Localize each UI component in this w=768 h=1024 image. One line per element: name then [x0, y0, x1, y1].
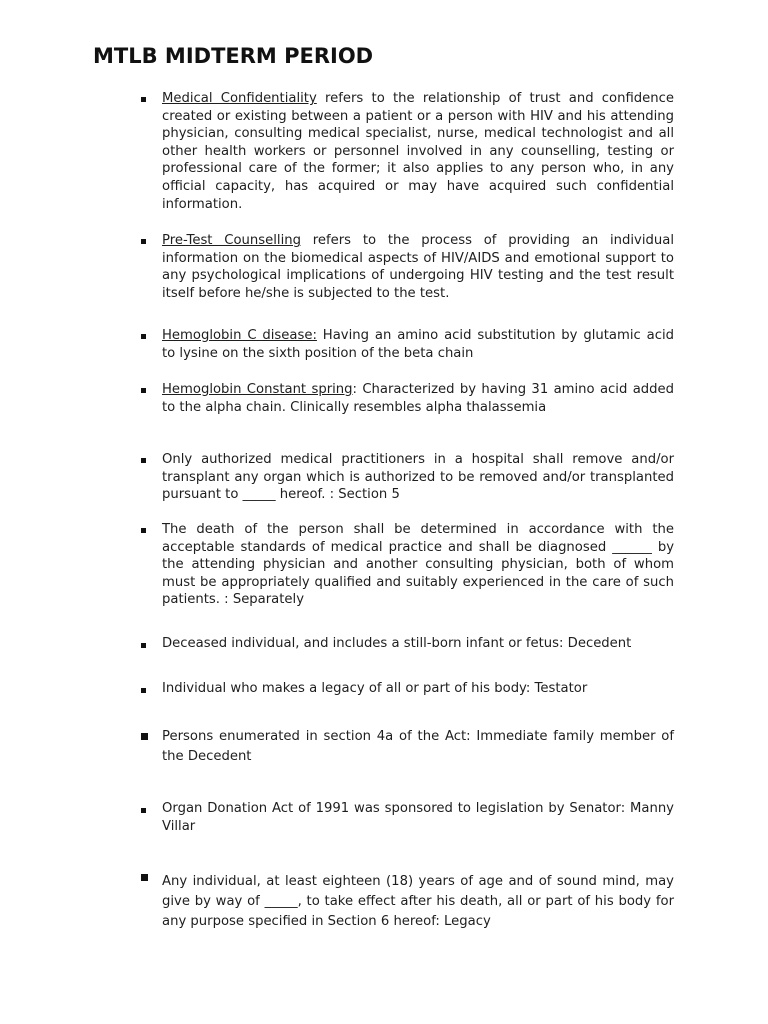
- list-item: [162, 90, 674, 213]
- list-item: [162, 727, 674, 767]
- bullet-icon: [141, 528, 146, 533]
- item-text: Persons enumerated in section 4a of the Act: Immediate family member of the Decedent: [162, 729, 674, 764]
- item-text: Deceased individual, and includes a still-born infant or fetus: Decedent: [162, 636, 632, 651]
- item-text: Only authorized medical practitioners in a hospital shall remove and/or transplant any organ which is authorized to be removed and/or transplanted pursuant to _____ hereof. : Section 5: [162, 452, 674, 503]
- list-item: [162, 521, 674, 609]
- list-item: [162, 635, 674, 653]
- page-title: MTLB MIDTERM PERIOD: [93, 44, 374, 68]
- bullet-icon: [141, 808, 146, 813]
- term-label: Medical Confidentiality: [162, 91, 317, 106]
- item-text: The death of the person shall be determined in accordance with the acceptable standards of medical practice and shall be diagnosed ______ by the attending physician and another consulting physician, both of whom must be appropriately qualified and suitably experienced in the care of such patients. : Separately: [162, 522, 674, 608]
- term-label: Hemoglobin Constant spring: [162, 382, 353, 397]
- item-text: Any individual, at least eighteen (18) years of age and of sound mind, may give by way of _____, to take effect after his death, all or part of his body for any purpose specified in Section 6 hereof: Legacy: [162, 874, 674, 929]
- bullet-icon: [141, 458, 146, 463]
- item-text: Having an amino acid substitution by glutamic acid to lysine on the sixth position of the beta chain: [162, 328, 674, 361]
- list-item: [162, 680, 674, 698]
- term-label: Pre-Test Counselling: [162, 233, 301, 248]
- bullet-icon: [141, 239, 146, 244]
- bullet-icon: [141, 334, 146, 339]
- bullet-icon: [141, 388, 146, 393]
- list-item: [162, 232, 674, 302]
- bullet-icon: [141, 874, 148, 881]
- item-text: refers to the process of providing an individual information on the biomedical aspects of HIV/AIDS and emotional support to any psychological implications of undergoing HIV testing and the test result itself before he/she is subjected to the test.: [162, 233, 675, 301]
- bullet-icon: [141, 643, 146, 648]
- item-text: Organ Donation Act of 1991 was sponsored to legislation by Senator: Manny Villar: [162, 801, 674, 834]
- list-item: [162, 800, 674, 835]
- bullet-icon: [141, 688, 146, 693]
- list-item: [162, 327, 674, 362]
- item-text: refers to the relationship of trust and confidence created or existing between a patient or a person with HIV and his attending physician, consulting medical specialist, nurse, medical technologist and all other health workers or personnel involved in any counselling, testing or professional care of the former; it also applies to any person who, in any official capacity, has acquired or may have acquired such confidential information.: [162, 91, 674, 212]
- list-item: [162, 872, 674, 932]
- list-item: [162, 451, 674, 504]
- bullet-icon: [141, 97, 146, 102]
- item-text: : Characterized by having 31 amino acid added to the alpha chain. Clinically resembles alpha thalassemia: [162, 382, 675, 415]
- list-item: [162, 381, 674, 416]
- item-text: Individual who makes a legacy of all or part of his body: Testator: [162, 681, 588, 696]
- term-label: Hemoglobin C disease:: [162, 328, 317, 343]
- bullet-icon: [141, 733, 148, 740]
